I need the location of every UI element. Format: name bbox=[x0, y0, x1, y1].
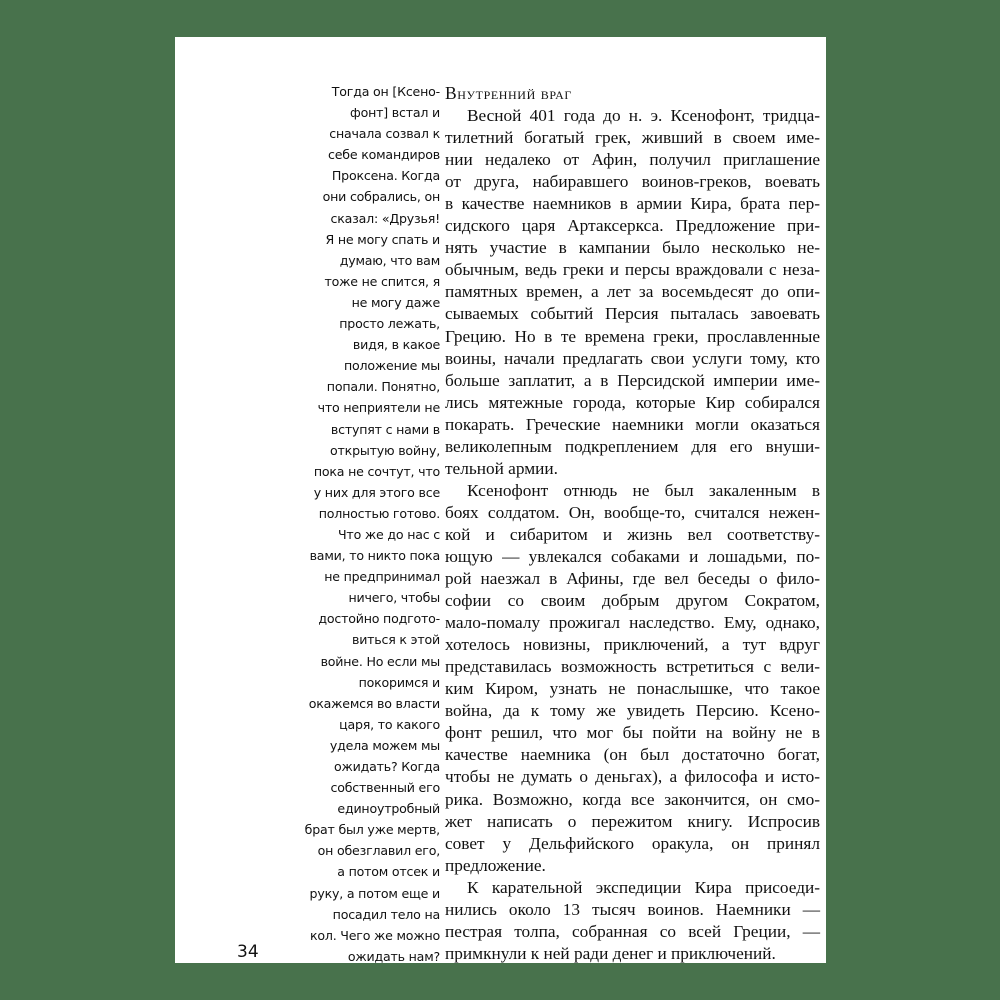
sidebar-quote-line: просто лежать, bbox=[339, 316, 440, 332]
sidebar-quote-line: себе командиров bbox=[328, 147, 440, 163]
body-text-line: рика. Возможно, когда все закончится, он смо- bbox=[445, 789, 820, 809]
body-text-line: великолепным подкреплением для его внуши- bbox=[445, 436, 820, 456]
sidebar-quote-line: покоримся и bbox=[358, 674, 440, 690]
sidebar-quote-line: сначала созвал к bbox=[329, 126, 440, 142]
sidebar-quote-line: а потом отсек и bbox=[337, 864, 440, 880]
sidebar-quote-line: удела можем мы bbox=[329, 737, 440, 753]
sidebar-quote-line: фонт] встал и bbox=[350, 105, 440, 121]
body-text-line: покарать. Греческие наемники могли оказаться bbox=[445, 414, 820, 434]
sidebar-quote-line: Что же до нас с bbox=[338, 526, 440, 542]
sidebar-quote-line: брат был уже мертв, bbox=[304, 822, 440, 838]
body-text-line: тельной армии. bbox=[445, 458, 558, 478]
sidebar-quote-line: единоутробный bbox=[337, 801, 440, 817]
body-text-line: мало-помалу прожигал наследство. Ему, однако, bbox=[445, 613, 820, 633]
sidebar-quote-line: окажемся во власти bbox=[308, 695, 440, 711]
sidebar-quote-line: полностью готово. bbox=[318, 505, 440, 521]
page-number: 34 bbox=[237, 942, 259, 962]
sidebar-quote-line: царя, то какого bbox=[339, 716, 440, 732]
body-text-line: качестве наемника (он был достаточно богат, bbox=[445, 745, 820, 765]
sidebar-quote-line: ожидать нам? bbox=[347, 948, 440, 964]
body-text-line: фонт решил, что мог бы пойти на войну не в bbox=[445, 723, 820, 743]
sidebar-quote-line: не предпринимал bbox=[324, 569, 440, 585]
sidebar-quote-line: вступят с нами в bbox=[330, 421, 440, 437]
body-text-line: пестрая толпа, собранная со всей Греции, — bbox=[445, 921, 820, 941]
sidebar-quote-line: он обезглавил его, bbox=[317, 843, 440, 859]
sidebar-quote-line: тоже не спится, я bbox=[324, 273, 440, 289]
sidebar-quote-line: открытую войну, bbox=[330, 442, 440, 458]
sidebar-quote-line: ничего, чтобы bbox=[348, 590, 440, 606]
body-text-line: совет у Дельфийского оракула, он принял bbox=[445, 833, 820, 853]
sidebar-quote-line: что неприятели не bbox=[317, 400, 440, 416]
sidebar-quote-line: собственный его bbox=[330, 780, 440, 796]
body-text-line: Грецию. Но в те времена греки, прославленные bbox=[445, 326, 820, 346]
body-text-line: больше заплатит, а в Персидской империи име- bbox=[445, 370, 820, 390]
sidebar-quote-line: попали. Понятно, bbox=[326, 379, 440, 395]
body-text-line: предложение. bbox=[445, 855, 546, 875]
body-text-line: боях солдатом. Он, вообще-то, считался нежен- bbox=[445, 502, 820, 522]
body-text-line: жет написать о пережитом книгу. Испросив bbox=[445, 811, 820, 831]
sidebar-quote-line: достойно подгото- bbox=[318, 611, 440, 627]
body-text-line: ющую — увлекался собаками и лошадьми, по- bbox=[445, 546, 820, 566]
body-text-line: ким Киром, узнать не понаслышке, что такое bbox=[445, 679, 820, 699]
body-text-line: представилась возможность встретиться с вели- bbox=[445, 657, 820, 677]
sidebar-quote-line: они собрались, он bbox=[322, 189, 440, 205]
body-text-line: воины, начали предлагать свои услуги тому, кто bbox=[445, 348, 820, 368]
sidebar-quote-line: войне. Но если мы bbox=[320, 653, 440, 669]
sidebar-quote-line: думаю, что вам bbox=[339, 252, 440, 268]
sidebar-quote-line: ожидать? Когда bbox=[334, 759, 440, 774]
sidebar-quote-line: положение мы bbox=[343, 358, 440, 374]
body-text-line: от друга, набиравшего воинов-греков, воевать bbox=[445, 172, 820, 192]
sidebar-quote-line: Я не могу спать и bbox=[325, 231, 440, 247]
body-text bbox=[445, 105, 820, 965]
body-text-line: нии недалеко от Афин, получил приглашение bbox=[445, 150, 820, 170]
body-text-line: чтобы не думать о деньгах), а философа и исто- bbox=[445, 767, 820, 787]
sidebar-quote-line: видя, в какое bbox=[352, 337, 440, 353]
section-heading: Внутренний враг bbox=[445, 83, 572, 103]
body-text-line: сываемых событий Персия пыталась завоевать bbox=[445, 304, 820, 324]
body-text-line: рой наезжал в Афины, где вел беседы о фило- bbox=[445, 569, 820, 589]
body-text-line: памятных времен, а лет за восемьдесят до опи- bbox=[445, 282, 820, 302]
sidebar-quote-line: вами, то никто пока bbox=[309, 548, 440, 564]
body-text-line: нять участие в кампании было несколько не- bbox=[445, 238, 820, 258]
body-text-line: кой и сибаритом и жизнь вел соответству- bbox=[445, 524, 820, 544]
body-text-line: хотелось новизны, приключений, а тут вдруг bbox=[445, 635, 820, 655]
book-page bbox=[175, 37, 826, 963]
body-text-line: война, да к тому же увидеть Персию. Ксено- bbox=[445, 701, 820, 721]
sidebar-quote-line: виться к этой bbox=[351, 632, 440, 648]
sidebar-quote-line: посадил тело на bbox=[332, 906, 440, 922]
sidebar-quote-line: у них для этого все bbox=[313, 484, 440, 500]
sidebar-quote-line: пока не сочтут, что bbox=[313, 463, 440, 479]
body-text-line: Ксенофонт отнюдь не был закаленным в bbox=[467, 480, 820, 500]
sidebar-quote-line: кол. Чего же можно bbox=[309, 927, 440, 943]
sidebar-quote-line: Тогда он [Ксено- bbox=[331, 84, 440, 99]
body-text-line: обычным, ведь греки и персы враждовали с неза- bbox=[445, 260, 820, 280]
sidebar-quote-line: Проксена. Когда bbox=[331, 168, 440, 184]
body-text-line: нились около 13 тысяч воинов. Наемники — bbox=[445, 899, 820, 919]
sidebar-quote-line: руку, а потом еще и bbox=[309, 885, 440, 901]
body-text-line: сидского царя Артаксеркса. Предложение при- bbox=[445, 216, 820, 236]
sidebar-quote-line: сказал: «Друзья! bbox=[330, 210, 440, 226]
sidebar-quote-line: не могу даже bbox=[351, 294, 440, 310]
body-text-line: в качестве наемников в армии Кира, брата пер- bbox=[445, 194, 820, 214]
body-text-line: тилетний богатый грек, живший в своем име- bbox=[445, 128, 820, 148]
body-text-line: К карательной экспедиции Кира присоеди- bbox=[467, 877, 820, 897]
body-text-line: лись мятежные города, которые Кир собирался bbox=[445, 392, 820, 412]
body-text-line: софии со своим добрым другом Сократом, bbox=[445, 591, 820, 611]
sidebar-quote bbox=[280, 81, 440, 967]
body-text-line: Весной 401 года до н. э. Ксенофонт, тридца- bbox=[467, 106, 820, 126]
body-text-line: примкнули к ней ради денег и приключений. bbox=[445, 943, 776, 963]
main-text bbox=[445, 82, 820, 965]
